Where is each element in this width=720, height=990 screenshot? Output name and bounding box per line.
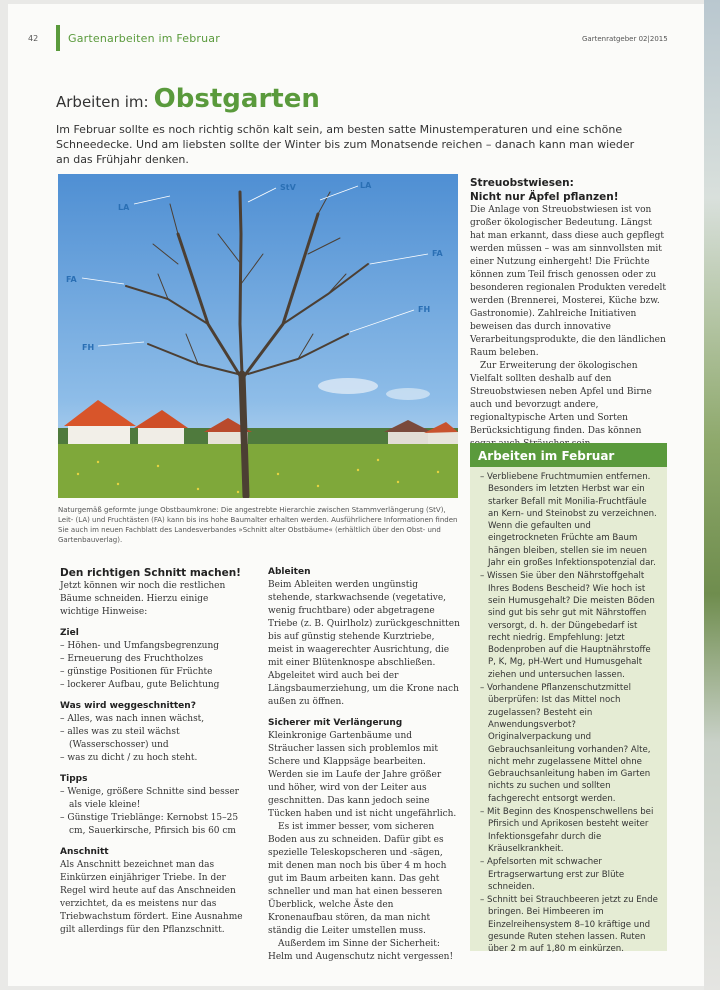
list-item: – alles was zu steil wächst (Wasserschosser) und bbox=[60, 726, 250, 752]
title-prefix: Arbeiten im: bbox=[56, 93, 149, 111]
heading-streuobst-2: Nicht nur Äpfel pflanzen! bbox=[470, 191, 619, 203]
schnitt-intro: Jetzt können wir noch die restlichen Bäume schneiden. Hierzu einige wichtige Hinweise: bbox=[60, 581, 226, 617]
label-la-left: LA bbox=[118, 203, 130, 212]
anschnitt-text: Als Anschnitt bezeichnet man das Einkürzen einjähriger Triebe. In der Regel wird heute auf das Anschneiden verzichtet, da es meistens nur das Triebwachstum fördert. Eine Ausnahme gilt allerdings für den Pflanzschnitt. bbox=[60, 860, 243, 935]
list-item: – Wenige, größere Schnitte sind besser als viele kleine! bbox=[60, 786, 250, 812]
list-item: – Wissen Sie über den Nährstoffgehalt Ihres Bodens Bescheid? Wie hoch ist sein Humusgehalt? Die meisten Böden sind gut bis sehr gut mit Nährstoffen versorgt, d. h. der Düngebedarf ist recht niedrig. Empfehlung: Jetzt Bodenproben auf die Hauptnährstoffe P, K, Mg, pH-Wert und Humusgehalt ziehen und untersuchen lassen. bbox=[480, 570, 659, 681]
list-item: – lockerer Aufbau, gute Belichtung bbox=[60, 679, 250, 692]
column-schnitt bbox=[60, 566, 250, 937]
ziel-list bbox=[60, 640, 250, 692]
photo-caption: Naturgemäß geformte junge Obstbaumkrone: Die angestrebte Hierarchie zwischen Stammverlängerung (StV), Leit- (LA) und Fruchtästen (FA) kann bis ins hohe Baumalter erhalten werden. Ausführlichere Informationen finden Sie auch im neuen Fachblatt des Landesverbandes »Schnitt alter Obstbäume« (erhältlich über den Obst- und Gartenbauverlag). bbox=[58, 506, 458, 544]
title-main: Obstgarten bbox=[153, 84, 320, 114]
tree-photo bbox=[58, 174, 458, 498]
sicher-text-3: Außerdem im Sinne der Sicherheit: Helm und Augenschutz nicht vergessen! bbox=[268, 939, 454, 962]
list-item: – Apfelsorten mit schwacher Ertragserwartung erst zur Blüte schneiden. bbox=[480, 856, 659, 893]
heading-sicher: Sicherer mit Verlängerung bbox=[268, 718, 403, 728]
heading-weg: Was wird weggeschnitten? bbox=[60, 701, 196, 711]
streuobst-text-2: Zur Erweiterung der ökologischen Vielfalt sollten deshalb auf den Streuobstwiesen neben Apfel und Birne auch und bevorzugt andere, regionaltypische Arten und Sorten Berücksichtigung finden. Das können bbox=[470, 361, 652, 436]
list-item: – günstige Positionen für Früchte bbox=[60, 666, 250, 679]
list-item: – Mit Beginn des Knospenschwellens bei Pfirsich und Aprikosen besteht weiter Infektionsgefahr durch die Kräuselkrankheit. bbox=[480, 806, 659, 855]
label-fh-left: FH bbox=[82, 343, 95, 352]
heading-anschnitt: Anschnitt bbox=[60, 847, 109, 857]
sicher-text-1: Kleinkronige Gartenbäume und Sträucher lassen sich problemlos mit Schere und Klappsäge bearbeiten. Werden sie im Laufe der Jahre größer und höher, wird von der Leiter aus geschnitten. Das kann jedoch seine Tücken haben und ist nicht ungefährlich. bbox=[268, 731, 457, 819]
label-stv: StV bbox=[280, 183, 296, 192]
label-la-right: LA bbox=[360, 181, 372, 190]
sidebar-box-arbeiten bbox=[470, 443, 667, 955]
next-page-edge bbox=[704, 0, 720, 990]
label-fa-left: FA bbox=[66, 275, 77, 284]
column-ableiten bbox=[268, 566, 460, 964]
tipps-list bbox=[60, 786, 250, 838]
page-number: 42 bbox=[28, 34, 39, 43]
page-title bbox=[56, 84, 320, 114]
list-item: – Alles, was nach innen wächst, bbox=[60, 713, 250, 726]
label-fa-right: FA bbox=[432, 249, 443, 258]
list-item: – Schnitt bei Strauchbeeren jetzt zu Ende bringen. Bei Himbeeren im Einzelreihensystem 8–10 kräftige und gesunde Ruten stehen lassen. Ruten über 2 m auf 1,80 m einkürzen. bbox=[480, 894, 659, 955]
list-item: – Erneuerung des Fruchtholzes bbox=[60, 653, 250, 666]
lead-paragraph: Im Februar sollte es noch richtig schön kalt sein, am besten satte Minustemperaturen und eine schöne Schneedecke. Und am liebsten sollte der Winter bis zum Monatsende reichen – danach kann man wieder an das Frühjahr denken. bbox=[56, 123, 635, 166]
list-item: – Günstige Trieblänge: Kernobst 15–25 cm, Sauerkirsche, Pfirsich bis 60 cm bbox=[60, 812, 250, 838]
box-list bbox=[470, 467, 667, 956]
label-fh-right: FH bbox=[418, 305, 431, 314]
list-item: – was zu dicht / zu hoch steht. bbox=[60, 752, 250, 765]
box-title: Arbeiten im Februar bbox=[470, 443, 667, 467]
heading-ziel: Ziel bbox=[60, 628, 79, 638]
streuobst-text-1: Die Anlage von Streuobstwiesen ist von großer ökologischer Bedeutung. Längst hat man erkannt, dass diese auch gepflegt werden müssen – was am sinnvollsten mit einer Nutzung einhergeht! Die Früchte können zum Teil frisch genossen oder zu besonderen regionalen Produkten veredelt werden (Brennerei, Mosterei, Küche bzw. Gastronomie). Zahlreiche Initiativen beweisen das durch innovative Verarbeitungsprodukte, die den ländlichen Raum beleben. bbox=[470, 205, 667, 358]
section-marker bbox=[56, 25, 60, 51]
list-item: – Verbliebene Fruchtmumien entfernen. Besonders im letzten Herbst war ein starker Befall mit Monilia-Fruchtfäule an Kern- und Steinobst zu verzeichnen. Wenn die gefaulten und eingetrockneten Früchte am Baum hängen bleiben, stellen sie im neuen Jahr ein großes Infektionspotenzial dar. bbox=[480, 471, 659, 569]
heading-ableiten: Ableiten bbox=[268, 567, 311, 577]
column-streuobst bbox=[470, 176, 666, 451]
ableiten-text: Beim Ableiten werden ungünstig stehende, starkwachsende (vegetative, wenig fruchtbare) oder abgetragene Triebe (z. B. Quirlholz) zurückgeschnitten bis auf günstig stehende Kurztriebe, meist in waagerechter Ausrichtung, die mit einer Blütenknospe abschließen. Abgeleitet wird auch bei der Längsbaumerziehung, um die Krone nach außen zu öffnen. bbox=[268, 580, 460, 707]
heading-schnitt: Den richtigen Schnitt machen! bbox=[60, 567, 241, 579]
heading-streuobst-1: Streuobstwiesen: bbox=[470, 177, 574, 189]
section-title: Gartenarbeiten im Februar bbox=[68, 32, 220, 45]
publication-name: Gartenratgeber 02|2015 bbox=[582, 35, 668, 43]
list-item: – Vorhandene Pflanzenschutzmittel überprüfen: Ist das Mittel noch zugelassen? Besteht ein Anwendungsverbot? Originalverpackung und Gebrauchsanleitung vorhanden? Alte, nicht mehr zugelassene Mittel ohne Gebrauchsanleitung haben im Garten nichts zu suchen und sollten fachgerecht entsorgt werden. bbox=[480, 682, 659, 805]
heading-tipps: Tipps bbox=[60, 774, 88, 784]
list-item: – Höhen- und Umfangsbegrenzung bbox=[60, 640, 250, 653]
weg-list bbox=[60, 713, 250, 765]
sicher-text-2: Es ist immer besser, vom sicheren Boden aus zu schneiden. Dafür gibt es spezielle Teleskopscheren und -sägen, mit denen man noch bis über 4 m hoch gut im Baum arbeiten kann. Das geht schneller und man hat einen besseren Überblick, welche Äste den Kronenaufbau stören, da man nicht ständig die Leiter umstellen muss. bbox=[268, 822, 447, 936]
